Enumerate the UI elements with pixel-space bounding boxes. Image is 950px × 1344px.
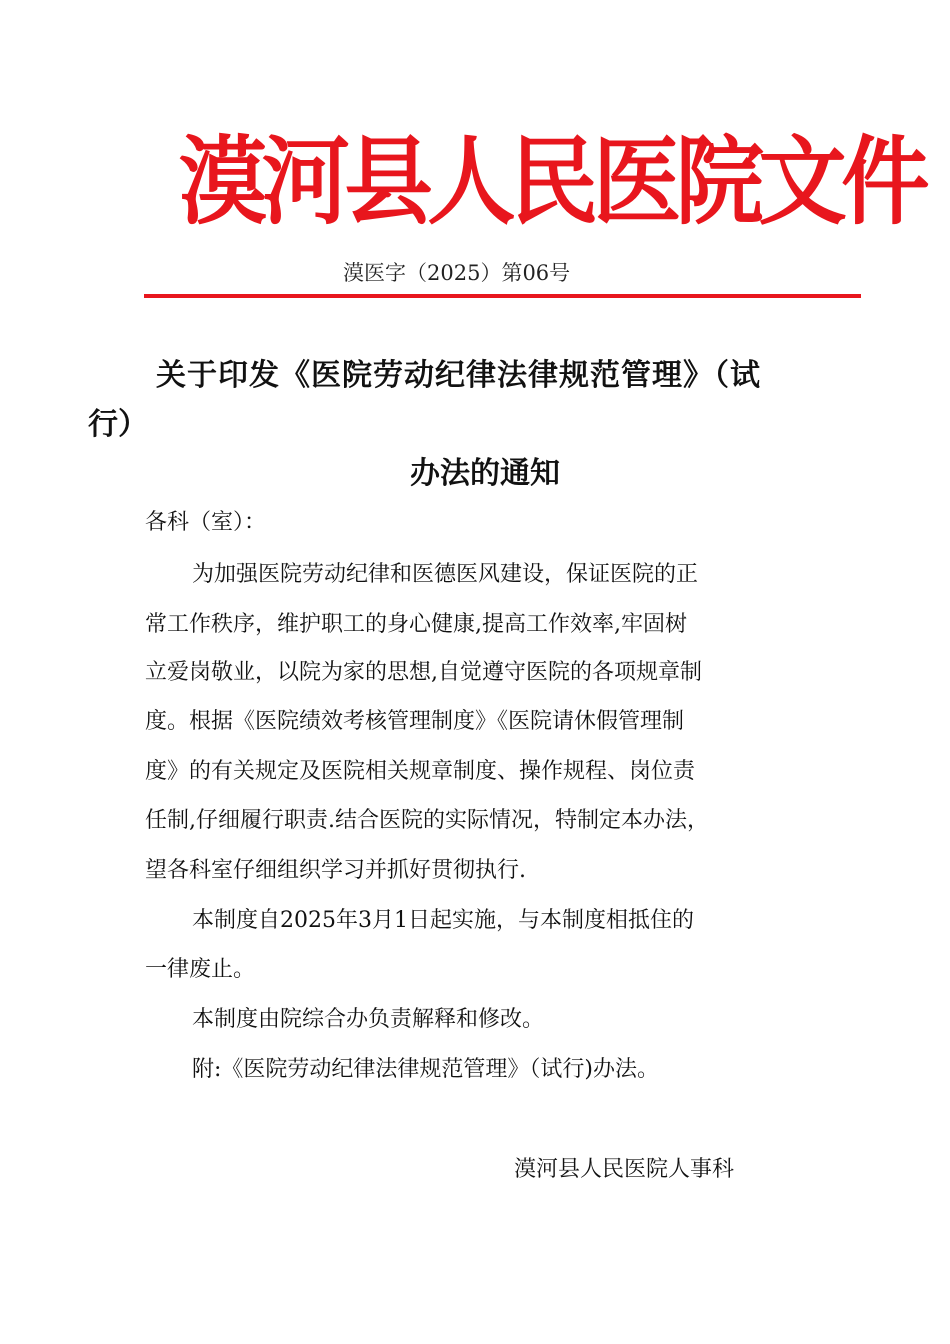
notice-title-line-2: 行） [88,407,148,442]
salutation: 各科（室）： [145,510,267,535]
header-red-rule [144,294,861,298]
paragraph-1-line: 立爱岗敬业，以院为家的思想,自觉遵守医院的各项规章制 [145,660,702,685]
signature: 漠河县人民医院人事科 [514,1157,735,1182]
paragraph-1-line: 为加强医院劳动纪律和医德医风建设，保证医院的正 [192,562,699,587]
paragraph-2-line: 一律废止。 [145,957,256,982]
document-header-title: 漠河县人民医院文件 [178,126,924,238]
attachment-note: 附:《医院劳动纪律法律规范管理》（试行)办法。 [192,1057,659,1082]
paragraph-2-line: 本制度自2025年3月1日起实施，与本制度相抵住的 [192,908,694,933]
paragraph-1-line: 度。根据《医院绩效考核管理制度》《医院请休假管理制 [145,709,685,734]
paragraph-1-line: 常工作秩序，维护职工的身心健康,提高工作效率,牢固树 [145,612,687,637]
paragraph-1-line: 任制,仔细履行职责.结合医院的实际情况，特制定本办法， [145,808,709,833]
paragraph-1-line: 望各科室仔细组织学习并抓好贯彻执行. [145,858,526,883]
paragraph-3: 本制度由院综合办负责解释和修改。 [192,1007,545,1032]
notice-title-line-3: 办法的通知 [410,456,560,491]
document-number: 漠医字（2025）第06号 [343,261,571,285]
paragraph-1-line: 度》的有关规定及医院相关规章制度、操作规程、岗位责 [145,759,696,784]
notice-title-line-1: 关于印发《医院劳动纪律法律规范管理》（试 [156,358,761,393]
